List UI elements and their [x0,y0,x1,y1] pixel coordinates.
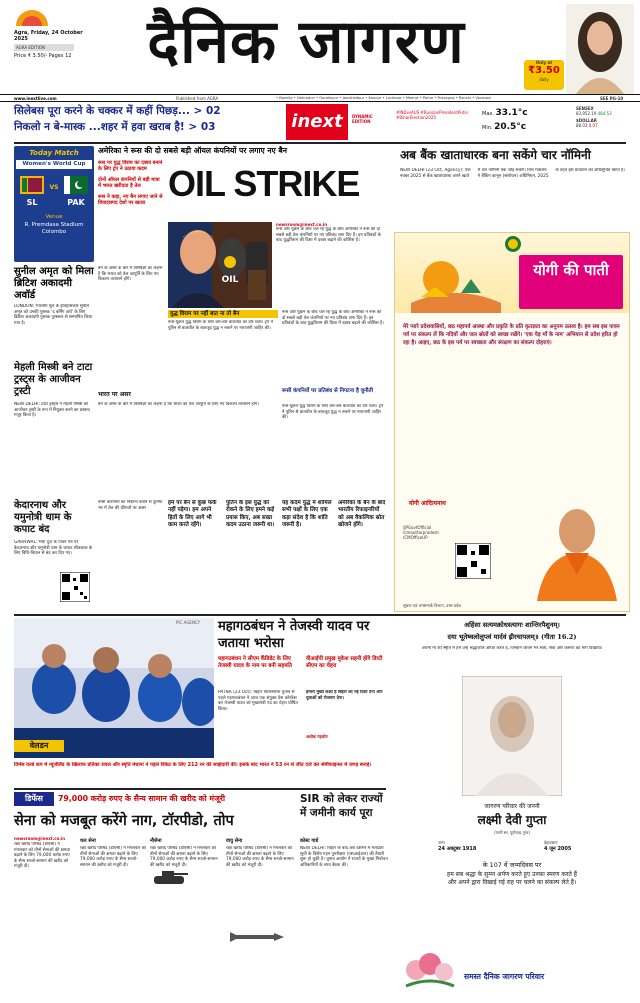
team-1: SL [26,198,38,207]
photo-credit: PIC AGENCY [176,620,201,625]
team-2: PAK [67,198,85,207]
yogi-ad [394,232,630,612]
oil-section-2: युद्ध विराम पर नहीं बात ना तो बैन [168,310,278,318]
defence-headline: सेना को मजबूत करेंगे नाग, टॉरपीडो, तोप [14,813,234,829]
divider-top [14,142,626,144]
defence-body: रक्षा खरीद परिषद (डीएसी) ने मंगलवार को तीनों सेनाओं की क्षमता बढ़ाने के लिए 79,000 करोड़ रुपए के सैन्य साजो-सामान की खरीद को मंजूरी दी। [14,842,70,870]
left-body-3: GARHWAL: भैया दूज के पावन पर्व पर केदारनाथ और यमुनोत्री धाम के कपाट शीतकाल के लिए विधि-विधान से बंद कर दिए गए। [14,540,93,557]
temp-max-value: 33.1°c [495,108,528,118]
sensex-label: SENSEX [576,106,594,111]
inext-hashtags: #INDvsAUS #RussianPresidentPutin #BiharElection2025 [396,110,469,120]
floral-icon [400,946,460,990]
city-list: • Bareilly • Dehradun • Gorakhpur • Jamshedpur • Kanpur • Lucknow • Meerut • Patna • Prayagraj • Ranchi • Varanasi [276,96,491,100]
temp-min-label: Min. [482,125,493,131]
oil-right-body: रूस और यूक्रेन के बीच चल रहे युद्ध के बीच अमेरिका ने रूस की दो सबसे बड़ी तेल कंपनियों पर नए प्रतिबंध लगा दिए हैं। इन प्रतिबंधों के बाद युद्धविराम की दिशा में दबाव बढ़ाने की कोशिश है। [282,310,384,327]
masthead [0,0,640,96]
flag-sl-icon [20,176,44,194]
temp-max [482,110,542,117]
obit-name: लक्ष्मी देवी गुप्ता [477,813,547,827]
top-bar [0,94,640,102]
photo-text: विमेंस वर्ल्ड कप में न्यूजीलैंड के खिलाफ प्रतिका रावल और स्मृति मंधाना ने पहले विकेट के लिए 212 रन की साझेदारी की। इसके बाद भारत ने 53 रन से जीत दर्ज कर सेमीफाइनल में जगह बनाई। [14,762,372,768]
temp-min-value: 20.5°c [494,122,527,132]
oil-body-2: रूस-यूक्रेन युद्ध विराम के लिए बार-बार बातचीत का दौर चला। ट्रंप ने पुतिन से बातचीत के बावजूद युद्ध न रुकने पर नाराजगी जाहिर की। [168,320,274,331]
mahagath-body: PATNA (23 Oct): बिहार विधानसभा चुनाव से पहले महागठबंधन ने आज एक संयुक्त प्रेस कॉन्फ्रेंस कर तेजस्वी यादव को मुख्यमंत्री पद का चेहरा घोषित किया। [218,690,298,712]
trump-oil-photo [168,222,272,308]
price-value: ₹3.50 [528,65,560,76]
left-body-2: NEW DELHI: टाटा ट्रस्ट्स ने मेहली मिस्त्री को आजीवन ट्रस्टी के रूप में नियुक्त करने का प्रस्ताव मंजूर किया है। [14,402,90,419]
up-govt-emblem-icon [501,235,525,253]
divider-lower [14,788,386,790]
obit-photo [462,676,562,796]
oil-point-2: दोनों ऑयल कंपनियों से बड़ी मात्रा में भारत खरीदता है तेल [98,177,160,189]
verse-2: दया भूतेष्वलोलुप्त्वं मार्दवं ह्रीरचापलम्॥ (गीता 16.2) [447,633,577,641]
born-label: जन्म [438,840,445,845]
died-date: 4 जून 2005 [544,846,572,852]
sensex-block [576,106,638,128]
left-headline-3: केदारनाथ और यमुनोत्री धाम के कपाट बंद [14,500,72,535]
dollar-value: 88.03 [576,123,588,128]
died-label: देहावसान [544,840,558,845]
mahagath-quote-by: अशोक गहलोत [306,734,328,739]
left-body-1: LONDON: भारतीय मूल के इतिहासकार सुनील अमृत को उनकी पुस्तक 'द बर्निंग अर्थ' के लिए ब्रिटिश अकादमी पुस्तक पुरस्कार से सम्मानित किया गया है। [14,304,93,326]
obit-line-3: और अपने द्वारा दिखाई गई राह पर चलने का संकल्प लेते हैं। [447,879,577,886]
defence-kicker: 79,000 करोड़ रुपए के सैन्य सामान की खरीद को मंजूरी [58,794,226,803]
defence-col-airforce: वायु सेना [226,838,243,844]
cricket-photo [14,618,214,758]
sir-headline: SIR को लेकर राज्यों में जमीनी कार्य पूरा [300,793,383,819]
see-page: SEE PG-10 [600,96,624,101]
temp-max-label: Max. [482,111,494,117]
yogi-title: योगी की पाती [519,255,623,309]
oil-body-1: रूस और यूक्रेन के बीच चल रहे युद्ध के बीच अमेरिका ने रूस की दो सबसे बड़ी तेल कंपनियों पर नए प्रतिबंध लगा दिए हैं। इन प्रतिबंधों के बाद युद्धविराम की दिशा में दबाव बढ़ाने की कोशिश है। [276,227,381,244]
oil-quote-2: पुतिन के इस युद्ध को रोकने के लिए हमने कई प्रयास किए, अब सख्त कदम उठाना जरूरी था। [226,500,275,529]
price-badge [524,60,564,90]
venue-label: Venue [45,214,63,220]
oil-body-5: रूसी कंपनियों को निशाना बनाने से दुनिया भर में तेल की कीमतों पर असर [98,500,163,511]
flag-pak-icon [64,176,88,194]
oil-quote-1: हम पर बैन से कुछ फर्क नहीं पड़ेगा। हम अपने हितों के लिए आगे भी काम करते रहेंगे। [168,500,217,529]
oil-point-3: रूस ने कहा, नए बैन लगाए जाने से विवादास्पद देशों पर खतरा [98,194,163,206]
inext-strip [286,104,640,140]
svg-text:OIL: OIL [221,275,239,285]
daily-label: daily [539,77,549,82]
mahagath-sub-2: वीआईपी प्रमुख मुकेश सहनी होंगे डिप्टी सीएम का चेहरा [306,656,383,669]
obit-family: समस्त दैनिक जागरण परिवार [464,972,545,981]
dollar-label: $DOLLAR [576,118,597,123]
defence-airforce-body: रक्षा खरीद परिषद (डीएसी) ने मंगलवार को तीनों सेनाओं की क्षमता बढ़ाने के लिए 79,000 करोड़ रुपए के सैन्य साजो-सामान की खरीद को मंजूरी दी। [226,846,294,868]
inext-logo: inext [286,104,348,140]
oil-quote-4: अमेरिका के बैन के बाद भारतीय रिफाइनरियों को अब वैकल्पिक स्रोत खोजने होंगे। [338,500,386,529]
published-from: Published from AGRA [176,96,219,101]
city-date: Agra, Friday, 24 October 2025 [14,30,83,42]
obit-label: जागरण परिवार की जननी [484,803,540,810]
born-date: 24 अक्टूबर 1918 [438,846,477,852]
yogi-footer: सूचना एवं जनसम्पर्क विभाग, उत्तर प्रदेश [403,603,462,608]
oil-body-4: रूस-यूक्रेन युद्ध विराम के लिए बार-बार बातचीत का दौर चला। ट्रंप ने पुतिन से बातचीत के बावजूद युद्ध न रुकने पर नाराजगी जाहिर की। [282,404,384,421]
defence-col-coast: कोस्ट गार्ड [300,838,319,844]
obit-line-2: हम सब श्रद्धा के सुमन अर्पण करते हुए उनका स्मरण करते हैं [447,871,577,878]
chhath-illustration [401,253,511,313]
match-card [14,146,94,262]
defence-label: डिफेंस [14,792,54,806]
nominee-headline: अब बैंक खाताधारक बना सकेंगे चार नॉमिनी [400,148,591,162]
teaser-1[interactable]: सिलेबस पूरा करने के चक्कर में कहीं पिछड़... > 02 [14,105,221,117]
yogi-qr-icon[interactable] [455,543,491,579]
versus-label: VS [49,184,59,191]
tank-icon [150,868,190,886]
dollar-change: 0.07 [588,123,598,128]
oil-headline: OIL STRIKE [168,163,360,204]
temp-min [482,124,542,131]
price-pages: Price ₹ 3.50/- Pages 12 [14,53,72,59]
sun-logo-icon [14,6,50,28]
yogi-portrait [525,495,625,601]
obituary [394,616,630,1000]
defence-col-army: थल सेना [80,838,96,844]
defence-col-navy: नौसेना [150,838,162,844]
edition-label: AGRA EDITION [14,44,74,51]
mahagath-sub-1: महागठबंधन ने सीएम कैंडिडेट के लिए तेजस्वी यादव के नाम पर बनी सहमति [218,656,292,669]
oil-body-3b: बैन के असर के बारे में विशेषज्ञों का कहना है कि भारत को तेल आपूर्ति के लिए नए विकल्प तलाशने होंगे। [98,402,259,407]
masthead-title: दैनिक जागरण [147,7,465,77]
yogi-socials[interactable]: /JPGovtOfficial /cmouttarpradesh /CMOfficeUP [403,525,439,540]
left-headline-1: सुनील अमृत को मिला ब्रिटिश अकादमी अवॉर्ड [14,266,94,301]
qr-code-icon[interactable] [60,572,90,602]
sir-body: NEW DELHI: बिहार के बाद अब देशभर में मतदाता सूची के विशेष गहन पुनरीक्षण (एसआईआर) की तैयारी शुरू हो चुकी है। चुनाव आयोग ने राज्यों के मुख्य निर्वाचन अधिकारियों के साथ बैठक की। [300,846,388,868]
oil-points [98,160,164,260]
defence-newsroom[interactable]: newsroom@inext.co.in [14,836,66,841]
teaser-2[interactable]: निकलो न बे-मास्क ...शहर में हवा खराब है! > 03 [14,121,216,133]
oil-section-3: भारत पर असर [98,391,131,398]
match-title: Women's World Cup [16,160,92,169]
nominee-body: NEW DELHI (23 Oct, Agency): एक नवंबर 2025 से बैंक खाताधारक अपने खाते में चार नॉमिनी तक जोड़ सकेंगे। वित्त मंत्रालय ने बैंकिंग कानून (संशोधन) अधिनियम, 2025 के तहत इस प्रावधान को अधिसूचित किया है। [400,168,626,179]
photo-caption: वेलडन [14,740,64,752]
only-at-label: Only at [535,60,553,65]
inext-tagline: DYNAMIC EDITION [352,114,373,124]
oil-mid-column [276,222,384,304]
ad-model-photo [566,4,634,94]
verse-1: अहिंसा सत्यमक्रोधस्त्यागः शान्तिरपैशुनम्। [464,621,560,629]
oil-point-1: रूस पर युद्ध विराम का दबाव बनाने के लिए ट्रंप ने उठाया कदम [98,160,163,172]
obit-line-1: के 107 वें जन्मदिवस पर [482,861,542,869]
website-link[interactable]: www.inextlive.com [14,96,57,101]
oil-quote-3: यह कदम युद्ध में शामिल सभी पक्षों के लिए एक कड़ा संदेश है कि शांति जरूरी है। [282,500,332,529]
left-headline-2: मेहली मिस्त्री बने टाटा ट्रस्ट्स के आजीवन ट्रस्टी [14,362,93,397]
sensex-value: 83,952.19 [576,111,597,116]
match-header: Today Match [29,149,79,157]
oil-body-3a: बैन के असर के बारे में विशेषज्ञों का कहना है कि भारत को तेल आपूर्ति के लिए नए विकल्प तलाशने होंगे। [98,266,163,283]
mahagath-quote: हमारा मुख्य लक्ष्य है बिहार को नई दिशा देना और युवाओं को रोजगार देना। [306,690,383,701]
yogi-letter: मेरे प्यारे प्रदेशवासियों, छठ महापर्व आस्था और प्रकृति के प्रति कृतज्ञता का अनुपम उत्सव है। हम सब इस पावन पर्व पर संकल्प लें कि नदियों और जल स्रोतों को स्वच्छ रखेंगे। 'एक पेड़ माँ के नाम' अभियान से प्रदेश हरित हो रहा है। आइए, छठ के इस पर्व पर स्वच्छता और संरक्षण का संकल्प दोहराएं। [403,324,620,347]
obit-body: अपनी माँ की स्मृति में हम उन्हें श्रद्धांजलि अर्पित करते हैं, जिन्होंने जीवन भर सत्य, सेवा और करुणा का मार्ग दिखाया। [421,646,603,651]
obit-relation: (पत्नी स्व. पूर्णचन्द्र गुप्त) [494,830,530,835]
yogi-signature: योगी आदित्यनाथ [409,500,446,507]
venue-name: R. Premdasa Stadium Colombo [24,222,84,235]
defence-navy-body: रक्षा खरीद परिषद (डीएसी) ने मंगलवार को तीनों सेनाओं की क्षमता बढ़ाने के लिए 79,000 करोड़ रुपए के सैन्य साजो-सामान की खरीद को मंजूरी दी। [150,846,218,868]
oil-kicker: अमेरिका ने रूस की दो सबसे बड़ी ऑयल कंपनियों पर लगाए नए बैन [98,146,287,155]
oil-section-4: रूसी कंपनियों पर प्रतिबंध से निपटना है चुनौती [282,388,374,394]
mahagath-headline: महागठबंधन ने तेजस्वी यादव पर जताया भरोसा [218,619,370,651]
sensex-change: 484.53 [597,111,612,116]
oil-newsroom[interactable]: newsroom@inext.co.in [276,222,328,227]
missile-icon [226,930,286,944]
defence-army-body: रक्षा खरीद परिषद (डीएसी) ने मंगलवार को तीनों सेनाओं की क्षमता बढ़ाने के लिए 79,000 करोड़ रुपए के सैन्य साजो-सामान की खरीद को मंजूरी दी। [80,846,146,868]
